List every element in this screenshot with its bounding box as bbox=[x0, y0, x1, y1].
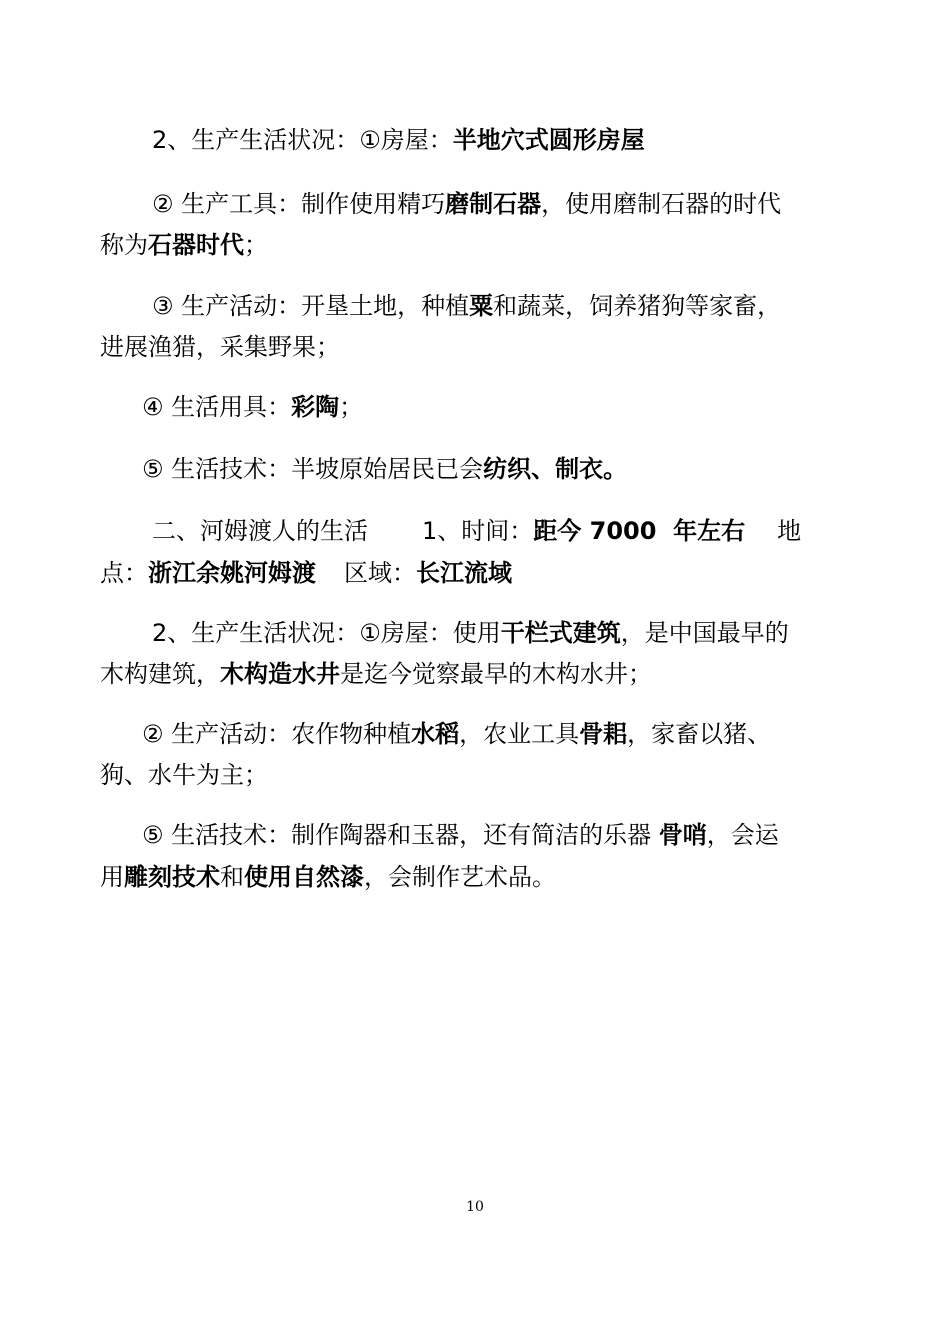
hemudu-activity-line-2: 狗、水牛为主； bbox=[100, 761, 268, 789]
hemudu-technique-line-1: ⑤ 生活技术：制作陶器和玉器，还有简洁的乐器 骨哨，会运 bbox=[142, 821, 779, 849]
page-number: 10 bbox=[466, 1199, 484, 1215]
hemudu-heading-line-2: 点：浙江余姚河姆渡 区域：长江流域 bbox=[100, 559, 512, 587]
hemudu-heading-line-1: 二、河姆渡人的生活 1、时间：距今 7000 年左右 地 bbox=[152, 517, 802, 545]
banpo-house-line: 2、生产生活状况：①房屋：半地穴式圆形房屋 bbox=[152, 126, 645, 154]
hemudu-house-line-1: 2、生产生活状况：①房屋：使用干栏式建筑，是中国最早的 bbox=[152, 619, 789, 647]
banpo-utensils-line: ④ 生活用具：彩陶； bbox=[142, 393, 364, 421]
hemudu-activity-line-1: ② 生产活动：农作物种植水稻，农业工具骨耜，家畜以猪、 bbox=[142, 720, 772, 748]
banpo-tools-line-1: ② 生产工具：制作使用精巧磨制石器，使用磨制石器的时代 bbox=[152, 190, 782, 218]
hemudu-house-line-2: 木构建筑，木构造水井是迄今觉察最早的木构水井； bbox=[100, 660, 652, 688]
banpo-activity-line-1: ③ 生产活动：开垦土地，种植粟和蔬菜，饲养猪狗等家畜， bbox=[152, 292, 782, 320]
banpo-tools-line-2: 称为石器时代； bbox=[100, 231, 268, 259]
hemudu-technique-line-2: 用雕刻技术和使用自然漆，会制作艺术品。 bbox=[100, 863, 556, 891]
banpo-activity-line-2: 进展渔猎，采集野果； bbox=[100, 333, 340, 361]
banpo-technique-line: ⑤ 生活技术：半坡原始居民已会纺织、制衣。 bbox=[142, 455, 628, 483]
